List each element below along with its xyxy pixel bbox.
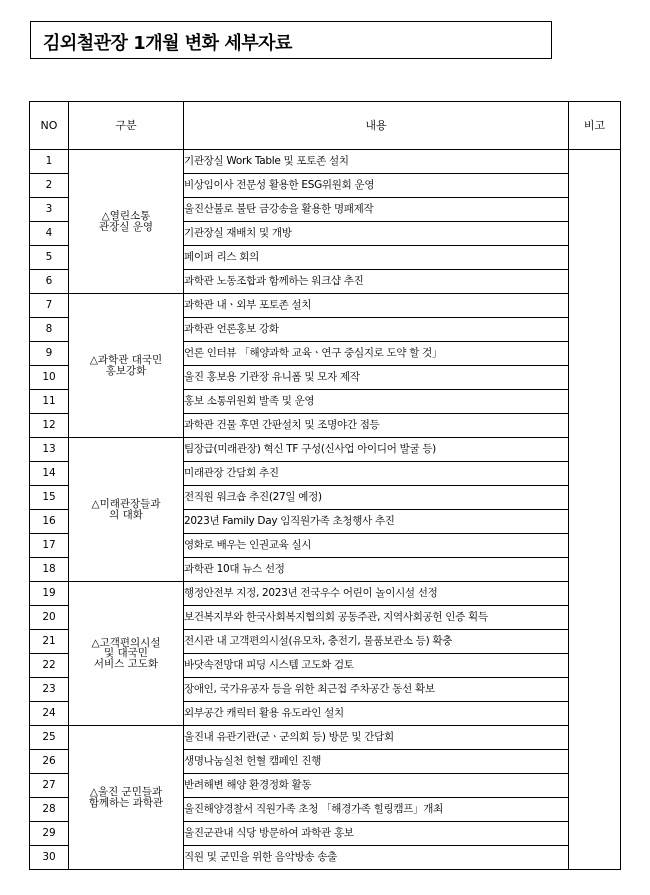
row-number: 19 bbox=[30, 582, 69, 606]
content-cell: 언론 인터뷰 「해양과학 교육ㆍ연구 중심지로 도약 할 것」 bbox=[184, 342, 569, 366]
content-cell: 비상임이사 전문성 활용한 ESG위원회 운영 bbox=[184, 174, 569, 198]
content-cell: 팀장급(미래관장) 혁신 TF 구성(신사업 아이디어 발굴 등) bbox=[184, 438, 569, 462]
row-number: 29 bbox=[30, 822, 69, 846]
header-category: 구분 bbox=[69, 102, 184, 150]
content-cell: 울진산불로 불탄 금강송을 활용한 명패제작 bbox=[184, 198, 569, 222]
row-number: 25 bbox=[30, 726, 69, 750]
content-cell: 울진내 유관기관(군ㆍ군의회 등) 방문 및 간담회 bbox=[184, 726, 569, 750]
category-label-line: △열린소통 bbox=[101, 210, 151, 222]
category-label-line: 의 대화 bbox=[109, 508, 143, 521]
row-number: 5 bbox=[30, 246, 69, 270]
content-cell: 울진군관내 식당 방문하여 과학관 홍보 bbox=[184, 822, 569, 846]
row-number: 4 bbox=[30, 222, 69, 246]
category-cell bbox=[69, 150, 184, 294]
header-content: 내용 bbox=[184, 102, 569, 150]
header-note: 비고 bbox=[569, 102, 621, 150]
row-number: 2 bbox=[30, 174, 69, 198]
row-number: 11 bbox=[30, 390, 69, 414]
row-number: 9 bbox=[30, 342, 69, 366]
row-number: 21 bbox=[30, 630, 69, 654]
category-label-line: 함께하는 과학관 bbox=[88, 796, 164, 809]
content-cell: 울진 홍보용 기관장 유니폼 및 모자 제작 bbox=[184, 366, 569, 390]
header-row bbox=[30, 102, 621, 150]
table-row bbox=[30, 726, 621, 750]
content-cell: 기관장실 재배치 및 개방 bbox=[184, 222, 569, 246]
category-cell bbox=[69, 582, 184, 726]
row-number: 12 bbox=[30, 414, 69, 438]
row-number: 20 bbox=[30, 606, 69, 630]
header-no: NO bbox=[30, 102, 69, 150]
row-number: 18 bbox=[30, 558, 69, 582]
row-number: 6 bbox=[30, 270, 69, 294]
row-number: 17 bbox=[30, 534, 69, 558]
category-label-line: 및 대국민 bbox=[104, 647, 148, 660]
content-cell: 과학관 건물 후면 간판설치 및 조명야간 점등 bbox=[184, 414, 569, 438]
row-number: 30 bbox=[30, 846, 69, 870]
content-cell: 반려해변 해양 환경정화 활동 bbox=[184, 774, 569, 798]
row-number: 28 bbox=[30, 798, 69, 822]
row-number: 10 bbox=[30, 366, 69, 390]
detail-table bbox=[29, 101, 621, 870]
category-cell bbox=[69, 438, 184, 582]
table-row bbox=[30, 294, 621, 318]
category-cell bbox=[69, 726, 184, 870]
row-number: 24 bbox=[30, 702, 69, 726]
row-number: 7 bbox=[30, 294, 69, 318]
category-label-line: 관장실 운영 bbox=[98, 220, 154, 233]
row-number: 26 bbox=[30, 750, 69, 774]
content-cell: 과학관 10대 뉴스 선정 bbox=[184, 558, 569, 582]
row-number: 27 bbox=[30, 774, 69, 798]
content-cell: 미래관장 간담회 추진 bbox=[184, 462, 569, 486]
row-number: 22 bbox=[30, 654, 69, 678]
content-cell: 보건복지부와 한국사회복지협의회 공동주관, 지역사회공헌 인증 획득 bbox=[184, 606, 569, 630]
content-cell: 울진해양경찰서 직원가족 초청 「해경가족 힐링캠프」개최 bbox=[184, 798, 569, 822]
category-label-line: △고객편의시설 bbox=[91, 636, 161, 649]
table-row bbox=[30, 582, 621, 606]
row-number: 23 bbox=[30, 678, 69, 702]
content-cell: 2023년 Family Day 임직원가족 초청행사 추진 bbox=[184, 510, 569, 534]
row-number: 16 bbox=[30, 510, 69, 534]
category-label-line: 홍보강화 bbox=[105, 364, 147, 377]
document-title: 김외철관장 1개월 변화 세부자료 bbox=[43, 33, 292, 54]
content-cell: 페이퍼 리스 회의 bbox=[184, 246, 569, 270]
row-number: 3 bbox=[30, 198, 69, 222]
content-cell: 행정안전부 지정, 2023년 전국우수 어린이 놀이시설 선정 bbox=[184, 582, 569, 606]
category-cell bbox=[69, 294, 184, 438]
row-number: 15 bbox=[30, 486, 69, 510]
row-number: 14 bbox=[30, 462, 69, 486]
content-cell: 전시관 내 고객편의시설(유모차, 충전기, 물품보관소 등) 확충 bbox=[184, 630, 569, 654]
category-label-line: △미래관장들과 bbox=[91, 498, 161, 510]
table-body bbox=[30, 150, 621, 870]
content-cell: 장애인, 국가유공자 등을 위한 최근접 주차공간 동선 확보 bbox=[184, 678, 569, 702]
content-cell: 바닷속전망대 피딩 시스템 고도화 검토 bbox=[184, 654, 569, 678]
row-number: 1 bbox=[30, 150, 69, 174]
content-cell: 생명나눔실천 헌혈 캠페인 진행 bbox=[184, 750, 569, 774]
title-box bbox=[30, 21, 552, 59]
category-label-line: 서비스 고도화 bbox=[93, 657, 159, 670]
content-cell: 전직원 워크숍 추진(27일 예정) bbox=[184, 486, 569, 510]
content-cell: 과학관 내ㆍ외부 포토존 설치 bbox=[184, 294, 569, 318]
content-cell: 외부공간 캐릭터 활용 유도라인 설치 bbox=[184, 702, 569, 726]
category-label-line: △울진 군민들과 bbox=[89, 786, 163, 798]
category-label-line: △과학관 대국민 bbox=[89, 354, 163, 366]
content-cell: 영화로 배우는 인권교육 실시 bbox=[184, 534, 569, 558]
content-cell: 과학관 노동조합과 함께하는 워크샵 추진 bbox=[184, 270, 569, 294]
note-cell bbox=[569, 150, 621, 870]
content-cell: 과학관 언론홍보 강화 bbox=[184, 318, 569, 342]
row-number: 13 bbox=[30, 438, 69, 462]
content-cell: 기관장실 Work Table 및 포토존 설치 bbox=[184, 150, 569, 174]
table-row bbox=[30, 438, 621, 462]
content-cell: 직원 및 군민을 위한 음악방송 송출 bbox=[184, 846, 569, 870]
row-number: 8 bbox=[30, 318, 69, 342]
table-row bbox=[30, 150, 621, 174]
content-cell: 홍보 소통위원회 발족 및 운영 bbox=[184, 390, 569, 414]
